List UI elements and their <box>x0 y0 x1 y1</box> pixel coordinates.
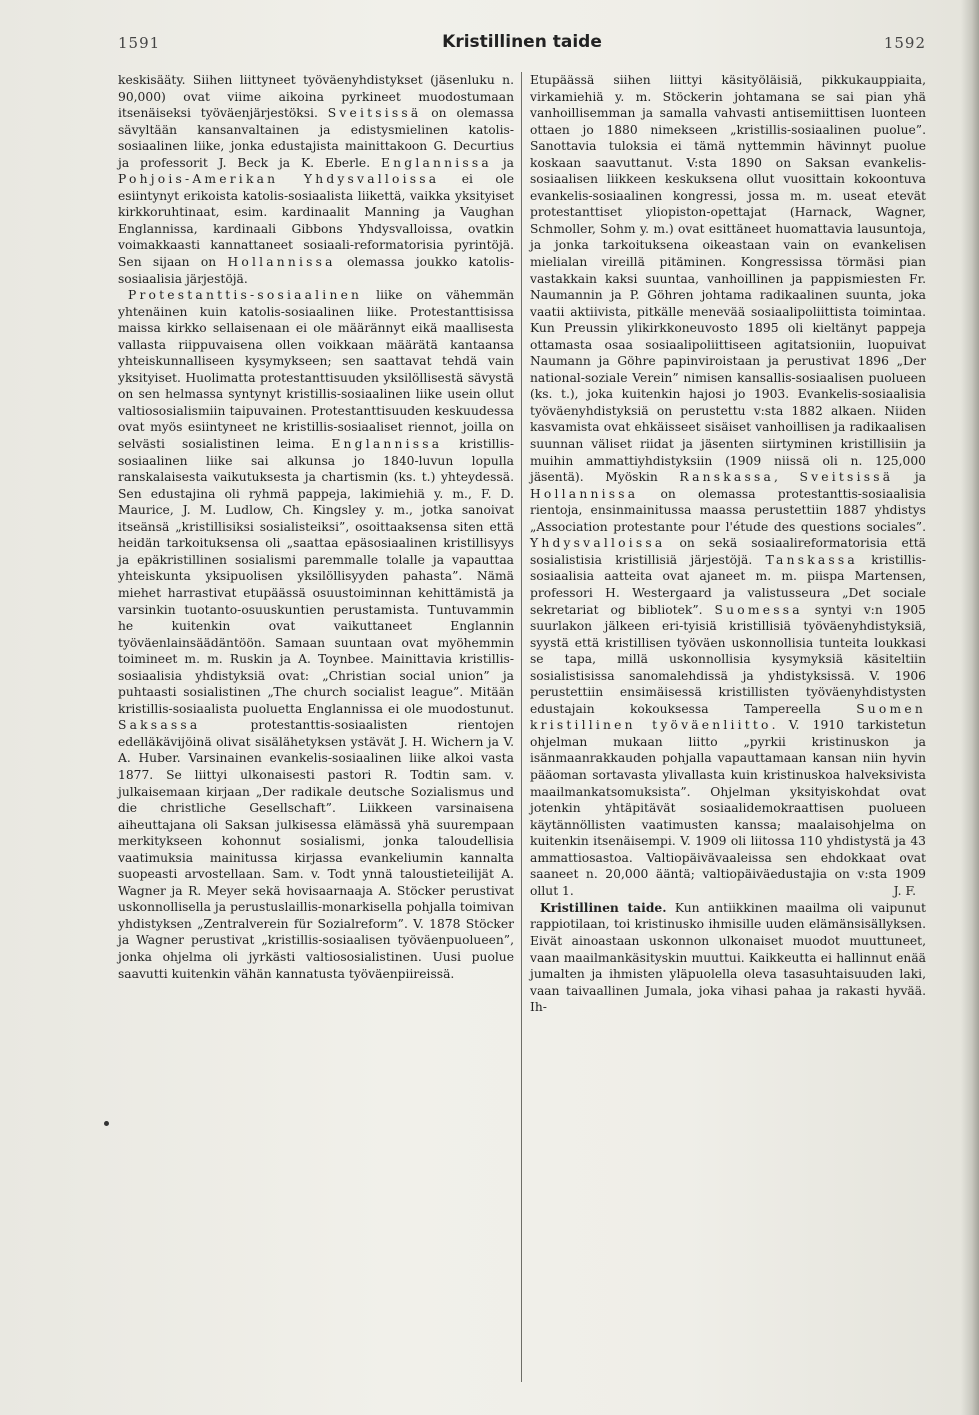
text-run: . V. 1910 tarkistetun ohjelman mukaan liitto „pyrkii kristinuskon ja isänmaanrakkauden pohjalla vapauttamaan kansan niin hyvin pääoman sortavasta ylivallasta kuin kristinuskoa halveksivista maailmankatsomuksista”. Ohjelman yksityiskohdat ovat jotenkin yhtäpitävät sosiaalidemokraattisen puolueen käytännöllisten vaatimusten kanssa; maalaisohjelma on kuitenkin itsenäisempi. V. 1909 oli liitossa 110 yhdistystä ja 43 ammattiosastoa. Valtiopäivävaaleissa sen ehdokkaat ovat saaneet n. 20,000 ääntä; valtiopäiväedustajia on v:sta 1909 ollut 1. <box>530 718 926 898</box>
text-run: liike on vähemmän yhtenäinen kuin katolis-sosiaalinen liike. Protestanttisissa maissa kirkko sellaisenaan ei ole määrännyt eikä maallisesta vallasta riippuvaisena ollen voikkaan määrätä kantaansa yhteiskunnalliseen kysymykseen; sen saattavat tehdä vain yksityiset. Huolimatta protestanttisuuden yksilöllisestä sävystä on sen helmassa syntynyt kristillis-sosiaalinen liike usein ollut valtiososialismiin taipuvainen. Protestanttisuuden keskuudessa ovat myös esiintyneet ne kristillis-sosiaaliset riennot, joilla on selvästi sosialistinen leima. <box>118 288 514 452</box>
spaced-term: Pohjois-Amerikan Yhdysvalloissa <box>118 172 440 187</box>
text-run: Etupäässä siihen liittyi käsityöläisiä, pikkukauppiaita, virkamiehiä y. m. Stöckerin johtamana se sai pian yhä vanhoillisemman ja samalla vahvasti antisemiittisen luonteen ottaen jo 1880 nimekseen „kristillis-sosiaalinen puolue”. Sanottavia tuloksia ei tämä nyttemmin hävinnyt puolue koskaan saavuttanut. V:sta 1890 on Saksan evankelis-sosiaalisen liikkeen keskuksena ollut vuosittain kokoontuva evankelis-sosiaalinen kongressi, jossa m. m. useat etevät protestanttiset yliopiston-opettajat (Harnack, Wagner, Schmoller, Sohm y. m.) ovat esittäneet huomattavia lausuntoja, ja jonka tarkoituksena oikeastaan vain on evankelisen mielialan vireillä pitäminen. Kongressissa törmäsi pian vastakkain kaksi suuntaa, vanhoillinen ja pappismiesten Fr. Naumannin ja P. Göhren johtama radikaalinen suunta, joka vaatii aktiivista, pitkälle menevää sosiaalipoliittista toimintaa. Kun Preussin ylikirkkoneuvosto 1895 oli kieltänyt pappeja ottamasta osaa sosiaalipoliittiseen agitatsioniin, luopuivat Naumann ja Göhre papinviroistaan ja perustivat 1896 „Der national-soziale Verein” nimisen kansallis-sosiaalisen puolueen (ks. t.), joka kuitenkin hajosi jo 1903. Evankelis-sosiaalisia työväenyhdistyksiä on perustettu v:sta 1882 alkaen. Niiden kasvamista ovat ehkäisseet sisäiset vanhoillisen ja radikaalisen suunnan väliset riidat ja jäsenten siirtyminen kristillisiin ja muihin ammattiyhdistyksiin (1909 niissä oli n. 125,000 jäsentä). Myöskin <box>530 73 926 485</box>
spaced-term: Suomen kristillinen työväenliitto <box>530 701 926 733</box>
text-run: kristillis-sosiaalisia aatteita ovat ajaneet m. m. piispa Martensen, professori H. Westergaard ja valistusseura „Det sociale sekretariat og bibliotek”. <box>530 552 926 617</box>
text-run: protestanttis-sosiaalisten rientojen edelläkävijöinä olivat sisälähetyksen ystävät J. H. Wichern ja V. A. Huber. Varsinainen evankelis-sosiaalinen liike alkoi vasta 1877. Se liittyi ulkonaisesti pastori R. Todtin sam. v. julkaisemaan kirjaan „Der radikale deutsche Sozialismus und die christliche Gesellschaft”. Liikkeen varsinaisena aiheuttajana oli Saksan julkisessa elämässä yhä suurempaan merkitykseen kohonnut sosialismi, jonka taloudellisia vaatimuksia mainitussa kirjassa evankeliumin kannalta suopeasti arvostellaan. Sam. v. Todt ynnä taloustieteilijät A. Wagner ja R. Meyer sekä hovisaarnaaja A. Stöcker perustivat uskonnollisella ja perustuslaillis-monarkisella pohjalla toimivan yhdistyksen „Zentralverein für Sozialreform”. V. 1878 Stöcker ja Wagner perustivat „kristillis-sosiaalisen työväenpuolueen”, jonka ohjelma oli jyrkästi valtiososialistinen. Uusi puolue saavutti kuitenkin vähän kannatusta työväenpiireissä. <box>118 718 514 981</box>
spaced-term: Englannissa <box>331 437 443 452</box>
paragraph <box>530 900 926 1016</box>
text-run: kristillis-sosiaalinen liike sai alkunsa jo 1840-luvun lopulla ranskalaisesta vaikutuksesta ja chartismin (ks. t.) yhteydessä. Sen edustajina oli ryhmä pappeja, lakimiehiä y. m., F. D. Maurice, J. M. Ludlow, Ch. Kingsley y. m., jotka sanoivat itseänsä „kristillisiksi sosialisteiksi”, osoittaaksensa siten että heidän tarkoituksensa oli „saattaa epäsosiaalinen kristillisyys ja epäkristillinen sosialismi paremmalle tolalle ja vapauttaa yhteiskunta yksipuolisen yksilöllisyyden pahasta”. Nämä miehet harrastivat etupäässä osuustoiminnan kehittämistä ja varsinkin tuotanto-osuuskuntien perustamista. Tuntuvammin he kuitenkin ovat vaikuttaneet Englannin työväenlainsäädäntöön. Samaan suuntaan ovat myöhemmin toimineet m. m. Ruskin ja A. Toynbee. Mainittavia kristillis-sosiaalisia yhdistyksiä ovat: „Christian social union” ja puhtaasti sosialistinen „The church socialist league”. Mitään kristillis-sosiaalista puoluetta Englannissa ei ole muodostunut. <box>118 437 514 716</box>
text-run: on sekä sosiaalireformatorisia että sosialistisia kristillisiä järjestöjä. <box>530 536 926 567</box>
text-run: Kun antiikkinen maailma oli vaipunut rappiotilaan, toi kristinusko ihmisille uuden elämänsisällyksen. Eivät ainoastaan uskonnon ulkonaiset muodot muuttuneet, vaan maailmankäsityskin muuttui. Kaikkeutta ei hallinnut enää jumalten ja ihmisten yläpuolella oleva tasasuhtaisuuden laki, vaan taivaallinen Jumala, joka vihasi pahaa ja rakasti hyvää. Ih- <box>530 900 927 1015</box>
text-run: , <box>774 470 800 485</box>
spaced-term: Protestanttis-sosiaalinen <box>128 288 363 303</box>
paragraph <box>118 72 514 287</box>
paragraph <box>530 72 926 899</box>
text-run: on olemassa sävyltään kansanvaltainen ja edistysmielinen katolis-sosiaalinen liike, jonka edustajista mainittakoon G. Decurtius ja professorit J. Beck ja K. Eberle. <box>118 106 514 170</box>
entry-headword: Kristillinen taide. <box>540 899 667 915</box>
text-run: ei ole esiintynyt erikoista katolis-sosiaalista liikettä, vaikka yksityiset kirkkoruhtinaat, esim. kardinaalit Manning ja Vaughan Englannissa, kardinaali Gibbons Yhdysvalloissa, ovatkin voimakkaasti kannattaneet sosiaali-reformatorisia pyrintöjä. Sen sijaan on <box>118 172 514 270</box>
page-header <box>118 34 926 58</box>
spaced-term: Saksassa <box>118 718 201 733</box>
text-run: syntyi v:n 1905 suurlakon jälkeen eri-tyisiä kristillisiä työväenyhdistyksiä, syystä että kristillisen työväen uskonnollisia tunteita loukkasi se tapa, millä uskonnollisia kysymyksiä käsiteltiin sosialistisissa sanomalehdissä ja yhdistyksissä. V. 1906 perustettiin ensimäisessä kristillisten työväenyhdistysten edustajain kokouksessa Tampereella <box>530 602 926 716</box>
spaced-term: Sveitsissä <box>327 106 422 121</box>
left-column <box>118 72 514 982</box>
spaced-term: Yhdysvalloissa <box>530 536 666 551</box>
spaced-term: Tanskassa <box>765 552 858 567</box>
text-run: ja <box>893 470 926 485</box>
text-run: olemassa joukko katolis-sosiaalisia järjestöjä. <box>118 255 514 286</box>
page-edge-shadow <box>961 0 979 1415</box>
column-divider <box>521 72 522 1382</box>
spaced-term: Ranskassa <box>679 470 775 485</box>
author-signature: J. F. <box>893 884 916 899</box>
right-column <box>530 72 926 1016</box>
spaced-term: Englannissa <box>381 155 492 170</box>
spaced-term: Suomessa <box>714 602 803 617</box>
text-run: keskisääty. Siihen liittyneet työväenyhdistykset (jäsenluku n. 90,000) ovat viime aikoina pyrkineet muodostumaan itsenäiseksi työväenjärjestöksi. <box>118 73 514 121</box>
page-number-right: 1592 <box>883 34 926 52</box>
text-run: ja <box>491 155 514 170</box>
margin-dot-mark <box>104 1121 109 1126</box>
paragraph <box>118 287 514 982</box>
spaced-term: Hollannissa <box>227 255 336 270</box>
spaced-term: Sveitsissä <box>799 470 894 485</box>
page-number-left: 1591 <box>118 34 161 52</box>
running-title: Kristillinen taide <box>442 32 602 52</box>
spaced-term: Hollannissa <box>530 486 639 501</box>
text-run: on olemassa protestanttis-sosiaalisia rientoja, ensinmainitussa maassa perustettiin 1887 yhdistys „Association protestante pour l'étude des questions sociales”. <box>530 486 926 534</box>
